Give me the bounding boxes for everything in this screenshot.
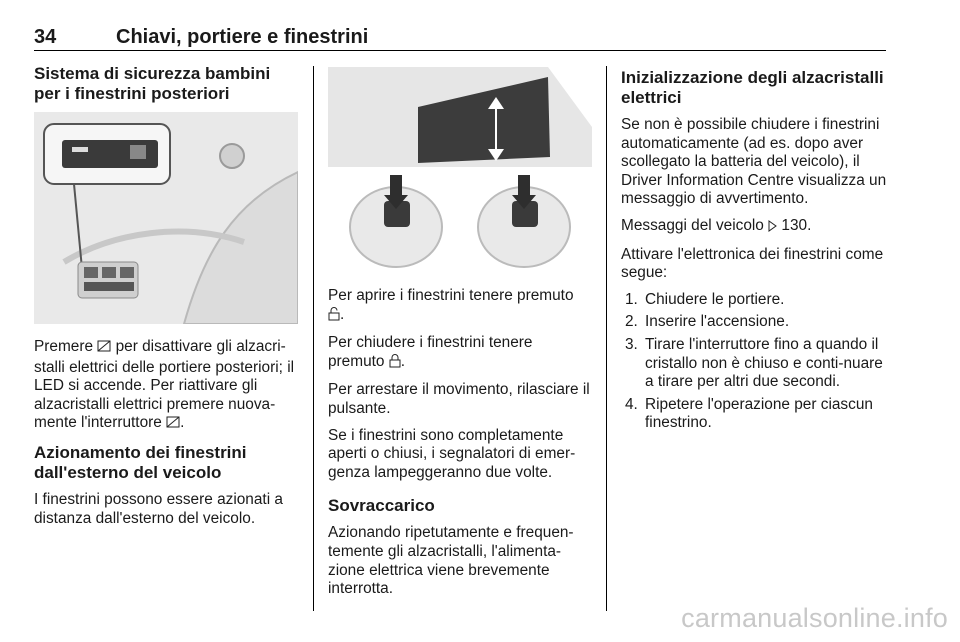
column-3	[621, 68, 889, 437]
list-item: 4. Ripetere l'operazione per ciascun finestrino.	[625, 395, 873, 432]
paragraph-open-windows: Per aprire i finestrini tenere premuto .	[328, 287, 592, 326]
list-item: 1. Chiudere le portiere.	[625, 290, 785, 308]
door-switch-illustration	[34, 112, 298, 324]
paragraph-stop-movement: Per arrestare il movimento, rilasciare il pulsante.	[328, 381, 590, 417]
section-heading-remote-operation: Azionamento dei finestrini dall'esterno del veicolo	[34, 442, 247, 482]
page-header	[34, 26, 886, 48]
page-number: 34	[34, 26, 57, 48]
page-ref-triangle-icon	[768, 219, 777, 238]
unlock-key-icon	[328, 307, 340, 327]
child-lock-icon	[166, 415, 180, 435]
paragraph-remote-operation: I finestrini possono essere azionati a distanza dall'esterno del veicolo.	[34, 490, 283, 527]
window-and-key-illustration	[328, 67, 592, 273]
column-2	[328, 67, 592, 607]
lock-key-icon	[389, 354, 401, 374]
header-rule	[34, 50, 886, 51]
child-lock-icon	[97, 339, 111, 359]
column-divider-1	[313, 66, 314, 611]
paragraph-activate-electronics: Attivare l'elettronica dei finestrini come segue:	[621, 245, 884, 282]
paragraph-hazard-lights: Se i finestrini sono completamente aperti o chiusi, i segnalatori di emer-genza lampeggeranno due volte.	[328, 426, 576, 481]
list-item: 3. Tirare l'interruttore fino a quando il cristallo non è chiuso e conti-nuare a tirare per altri due secondi.	[625, 335, 883, 391]
list-item: 2. Inserire l'accensione.	[625, 313, 790, 331]
section-heading-initialization: Inizializzazione degli alzacristalli elettrici	[621, 68, 884, 107]
paragraph-overload: Azionando ripetutamente e frequen-temente gli alzacristalli, l'alimenta-zione elettrica viene brevemente interrotta.	[328, 524, 574, 598]
column-divider-2	[606, 66, 607, 611]
column-1	[34, 64, 298, 536]
chapter-title: Chiavi, portiere e finestrini	[116, 26, 369, 48]
paragraph-close-windows: Per chiudere i finestrini tenere premuto .	[328, 334, 592, 373]
section-heading-child-lock: Sistema di sicurezza bambini per i finestrini posteriori	[34, 64, 271, 103]
paragraph-child-lock: Premere per disattivare gli alzacri-stalli elettrici delle portiere posteriori; il LED si accende. Per riattivare gli alzacristalli elettrici premere nuova-mente l'interruttore .	[34, 338, 298, 435]
steps-list	[621, 291, 889, 433]
section-heading-overload: Sovraccarico	[328, 496, 435, 516]
paragraph-init-intro: Se non è possibile chiudere i finestrini automaticamente (ad es. dopo aver scollegato la batteria del veicolo), il Driver Information Centre visualizza un messaggio di avvertimento.	[621, 116, 887, 208]
watermark: carmanualsonline.info	[681, 603, 948, 633]
paragraph-vehicle-messages: Messaggi del veicolo 130.	[621, 217, 889, 238]
